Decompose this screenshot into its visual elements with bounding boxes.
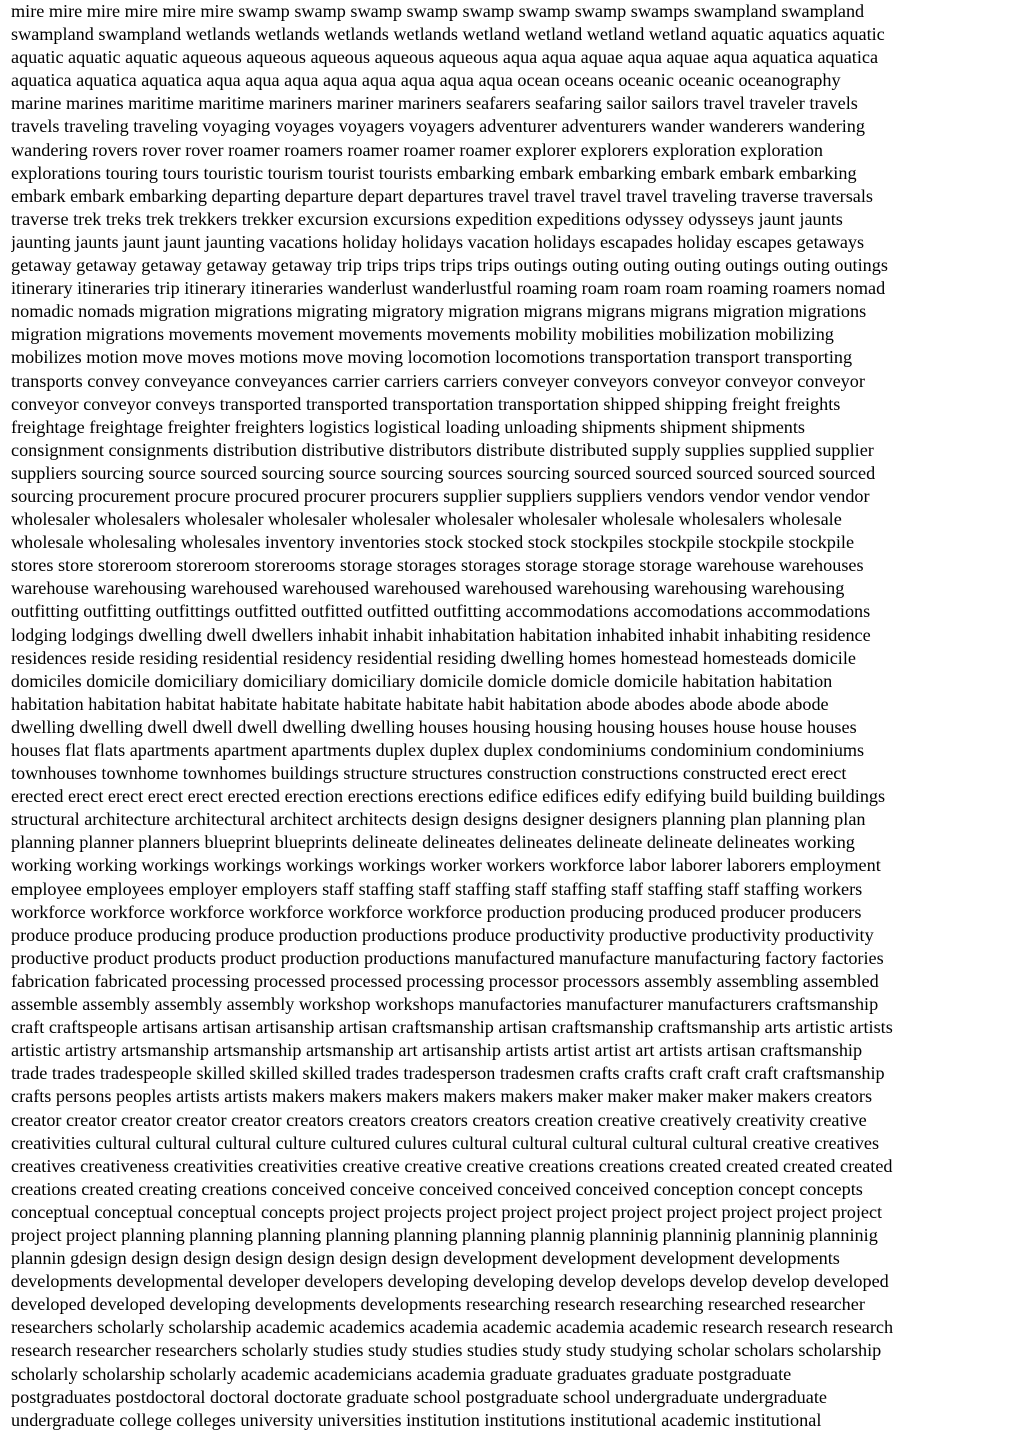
text-line: assemble assembly assembly assembly workshop workshops manufactories manufacturer manufacturers craftsmanship	[11, 994, 879, 1015]
text-line: mire mire mire mire mire mire swamp swamp swamp swamp swamp swamp swamp swamps swampland swampland	[11, 1, 865, 21]
text-line: freightage freightage freighter freighters logistics logistical loading unloading shipments shipment shipments	[11, 416, 806, 437]
text-line: marine marines maritime maritime mariners mariner mariners seafarers seafaring sailor sailors travel traveler travels	[11, 93, 858, 114]
text-line: undergraduate college colleges university universities institution institutions institutional academic institutional	[11, 1409, 822, 1430]
text-line: travels traveling traveling voyaging voyages voyagers voyagers adventurer adventurers wander wanderers wandering	[11, 116, 865, 137]
text-line: project project planning planning planning planning planning planning plannig planninig planninig planninig planninig	[11, 1224, 878, 1245]
text-line: employee employees employer employers staff staffing staff staffing staff staffing staff staffing staff staffing workers	[11, 878, 863, 899]
text-line: scholarly scholarship scholarly academic academicians academia graduate graduates graduate postgraduate	[11, 1363, 792, 1384]
text-line: craft craftspeople artisans artisan artisanship artisan craftsmanship artisan craftsmanship craftsmanship arts artistic artists	[11, 1017, 893, 1038]
text-line: trade trades tradespeople skilled skilled skilled trades tradesperson tradesmen crafts crafts craft craft craft craftsmanship	[11, 1063, 885, 1084]
text-line: fabrication fabricated processing processed processed processing processor processors assembly assembling assembled	[11, 970, 879, 991]
text-line: creativities cultural cultural cultural culture cultured culures cultural cultural cultural cultural cultural creative creatives	[11, 1132, 880, 1153]
text-line: erected erect erect erect erect erected erection erections erections edifice edifices edify edifying build building buildings	[11, 786, 886, 807]
text-line: explorations touring tours touristic tourism tourist tourists embarking embark embarking embark embark embarking	[11, 162, 857, 183]
text-line: plannin gdesign design design design design design design development development development developments	[11, 1248, 840, 1269]
text-line: migration migrations movements movement movements movements mobility mobilities mobilization mobilizing	[11, 324, 834, 345]
text-line: mobilizes motion move moves motions move moving locomotion locomotions transportation transport transporting	[11, 347, 853, 368]
text-line: developed developed developing developments developments researching research researching researched researcher	[11, 1294, 865, 1315]
text-line: research researcher researchers scholarly studies study studies studies study study studying scholar scholars scholarship	[11, 1340, 882, 1361]
text-line: planning planner planners blueprint blueprints delineate delineates delineates delineate delineate delineates working	[11, 832, 855, 853]
text-line: creations created creating creations conceived conceive conceived conceived conceived conception concept concepts	[11, 1178, 863, 1199]
text-line: conceptual conceptual conceptual concepts project projects project project project project project project project project	[11, 1201, 883, 1222]
text-line: getaway getaway getaway getaway getaway trip trips trips trips trips outings outing outing outing outings outing outings	[11, 255, 888, 276]
text-line: researchers scholarly scholarship academic academics academia academic academia academic research research research	[11, 1317, 894, 1338]
text-line: sourcing procurement procure procured procurer procurers supplier suppliers suppliers vendors vendor vendor vendor	[11, 485, 870, 506]
text-line: conveyor conveyor conveys transported transported transportation transportation shipped shipping freight freights	[11, 393, 841, 414]
text-line: wholesaler wholesalers wholesaler wholesaler wholesaler wholesaler wholesaler wholesale wholesalers wholesale	[11, 509, 842, 530]
text-line: working working workings workings workings workings worker workers workforce labor laborer laborers employment	[11, 855, 881, 876]
text-line: postgraduates postdoctoral doctoral doctorate graduate school postgraduate school undergraduate undergraduate	[11, 1386, 827, 1407]
text-line: embark embark embarking departing departure depart departures travel travel travel travel traveling traverse traversals	[11, 185, 873, 206]
text-line: creatives creativeness creativities creativities creative creative creative creations creations created created created created	[11, 1155, 893, 1176]
text-line: townhouses townhome townhomes buildings structure structures construction constructions constructed erect erect	[11, 763, 847, 784]
text-line: wholesale wholesaling wholesales inventory inventories stock stocked stock stockpiles stockpile stockpile stockpile	[11, 532, 855, 553]
text-line: workforce workforce workforce workforce workforce workforce production producing produced producer producers	[11, 901, 862, 922]
text-line: aquatica aquatica aquatica aqua aqua aqua aqua aqua aqua aqua aqua ocean oceans oceanic oceanic oceanography	[11, 70, 841, 91]
text-line: swampland swampland wetlands wetlands wetlands wetlands wetland wetland wetland wetland aquatic aquatics aquatic	[11, 24, 885, 45]
text-line: structural architecture architectural architect architects design designs designer designers planning plan planning plan	[11, 809, 866, 830]
text-line: itinerary itineraries trip itinerary itineraries wanderlust wanderlustful roaming roam roam roam roaming roamers nomad	[11, 278, 886, 299]
text-line: aquatic aquatic aquatic aqueous aqueous aqueous aqueous aqueous aqua aqua aquae aqua aquae aqua aquatica aquatica	[11, 47, 879, 68]
text-line: lodging lodgings dwelling dwell dwellers inhabit inhabit inhabitation habitation inhabited inhabit inhabiting residence	[11, 624, 871, 645]
text-line: dwelling dwelling dwell dwell dwell dwelling dwelling houses housing housing housing houses house house houses	[11, 716, 857, 737]
text-line: traverse trek treks trek trekkers trekker excursion excursions expedition expeditions odyssey odysseys jaunt jaunts	[11, 208, 843, 229]
text-line: outfitting outfitting outfittings outfitted outfitted outfitted outfitting accommodations accomodations accommodations	[11, 601, 871, 622]
text-line: productive product products product production productions manufactured manufacture manufacturing factory factories	[11, 947, 884, 968]
text-line: houses flat flats apartments apartment apartments duplex duplex duplex condominiums condominium condominiums	[11, 740, 865, 760]
text-line: stores store storeroom storeroom storerooms storage storages storages storage storage storage warehouse warehouses	[11, 555, 864, 576]
text-line: crafts persons peoples artists artists makers makers makers makers makers maker maker maker maker makers creators	[11, 1086, 873, 1107]
text-line: artistic artistry artsmanship artsmanship artsmanship art artisanship artists artist artist art artists artisan craftsmanship	[11, 1040, 863, 1061]
text-line: warehouse warehousing warehoused warehoused warehoused warehoused warehousing warehousing warehousing	[11, 578, 845, 599]
text-line: domiciles domicile domiciliary domiciliary domiciliary domicile domicle domicle domicile habitation habitation	[11, 670, 833, 691]
text-line: nomadic nomads migration migrations migrating migratory migration migrans migrans migrans migration migrations	[11, 301, 867, 322]
text-line: jaunting jaunts jaunt jaunt jaunting vacations holiday holidays vacation holidays escapades holiday escapes getaways	[11, 231, 865, 252]
text-line: habitation habitation habitat habitate habitate habitate habitate habit habitation abode abodes abode abode abode	[11, 693, 829, 714]
text-line: transports convey conveyance conveyances carrier carriers carriers conveyer conveyors conveyor conveyor conveyor	[11, 370, 865, 391]
text-line: residences reside residing residential residency residential residing dwelling homes homestead homesteads domicile	[11, 647, 856, 668]
text-line: creator creator creator creator creator creators creators creators creators creation creative creatively creativity creative	[11, 1109, 867, 1130]
text-line: produce produce producing produce production productions produce productivity productive productivity productivity	[11, 924, 874, 945]
text-line: wandering rovers rover rover roamer roamers roamer roamer roamer explorer explorers exploration exploration	[11, 139, 824, 160]
text-line: developments developmental developer developers developing developing develop develops develop develop developed	[11, 1271, 889, 1292]
text-line: suppliers sourcing source sourced sourcing source sourcing sources sourcing sourced sourced sourced sourced sourced	[11, 462, 876, 483]
text-line: consignment consignments distribution distributive distributors distribute distributed supply supplies supplied supplier	[11, 439, 874, 460]
